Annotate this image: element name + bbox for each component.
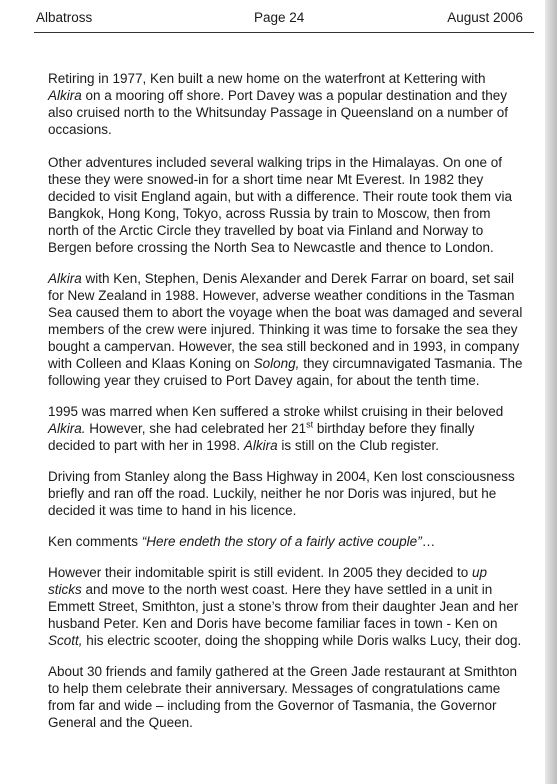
text: and move to the north west coast. Here they have settled in a unit in Emmett Street, Smithton, just a stone’s throw from their daughter Jean and her husband Peter. Ken and Doris have become familiar faces in town - Ken on — [48, 582, 519, 631]
paragraph-anniversary: About 30 friends and family gathered at the Green Jade restaurant at Smithton to help them celebrate their anniversary. Messages of congratulations came from far and wide – including from the Governor of Tasmania, the Governor General and the Queen. — [48, 664, 518, 730]
article-body — [48, 70, 524, 745]
header-rule — [34, 32, 534, 33]
boat-name: Solong, — [253, 356, 300, 371]
boat-name: Alkira — [243, 438, 278, 453]
page-edge-shadow — [545, 0, 557, 784]
text: Retiring in 1977, Ken built a new home on the waterfront at Kettering with — [48, 71, 486, 86]
paragraph-retirement — [48, 70, 524, 138]
publication-name: Albatross — [36, 10, 93, 25]
paragraph-stroke — [48, 403, 524, 454]
quote: “Here endeth the story of a fairly active couple” — [141, 534, 422, 549]
issue-date: August 2006 — [447, 10, 523, 25]
text: with Ken, Stephen, Denis Alexander and Derek Farrar on board, set sail for New Zealand in 1988. However, adverse weather conditions in the Tasman Sea caused them to abort the voyage when the boat was damaged and several members of the crew were injured. Thinking it was time to forsake the sea they bought a campervan. However, the sea still beckoned and in 1993, in company with Colleen and Klaas Koning on — [48, 271, 523, 371]
text: However, she had celebrated her 21 — [85, 421, 307, 436]
emphasis: up sticks — [48, 565, 488, 597]
boat-name: Alkira — [48, 88, 82, 103]
scooter-name: Scott, — [48, 633, 83, 648]
boat-name: Alkira — [48, 271, 82, 286]
paragraph-ken-comments — [48, 533, 524, 550]
text: 1995 was marred when Ken suffered a stroke whilst cruising in their beloved — [48, 404, 504, 419]
paragraph-driving: Driving from Stanley along the Bass Highway in 2004, Ken lost consciousness briefly and ran off the road. Luckily, neither he nor Doris was injured, but he decided it was time to hand in his licence. — [48, 469, 515, 518]
text: his electric scooter, doing the shopping while Doris walks Lucy, their dog. — [82, 633, 522, 648]
page-header — [0, 0, 545, 34]
paragraph-new-zealand — [48, 270, 524, 389]
text: Ken comments — [48, 534, 142, 549]
boat-name: Alkira. — [48, 421, 86, 436]
text: is still on the Club register. — [277, 438, 439, 453]
paragraph-adventures: Other adventures included several walking trips in the Himalayas. On one of these they were snowed-in for a short time near Mt Everest. In 1982 they decided to visit England again, but with a difference. Their route took them via Bangkok, Hong Kong, Tokyo, across Russia by train to Moscow, then from north of the Arctic Circle they travelled by boat via Finland and Norway to Bergen before crossing the North Sea to Newcastle and thence to London. — [48, 155, 513, 255]
text: … — [421, 534, 436, 549]
text: However their indomitable spirit is still evident. In 2005 they decided to — [48, 565, 472, 580]
ordinal-suffix: st — [306, 419, 314, 430]
page-number: Page 24 — [254, 10, 305, 25]
text: they circumnavigated Tasmania. The following year they cruised to Port Davey again, for about the tenth time. — [48, 356, 523, 388]
text: on a mooring off shore. Port Davey was a popular destination and they also cruised north to the Whitsunday Passage in Queensland on a number of occasions. — [48, 88, 509, 137]
paragraph-smithton — [48, 564, 524, 649]
text: birthday before they finally decided to part with her in 1998. — [48, 421, 475, 453]
